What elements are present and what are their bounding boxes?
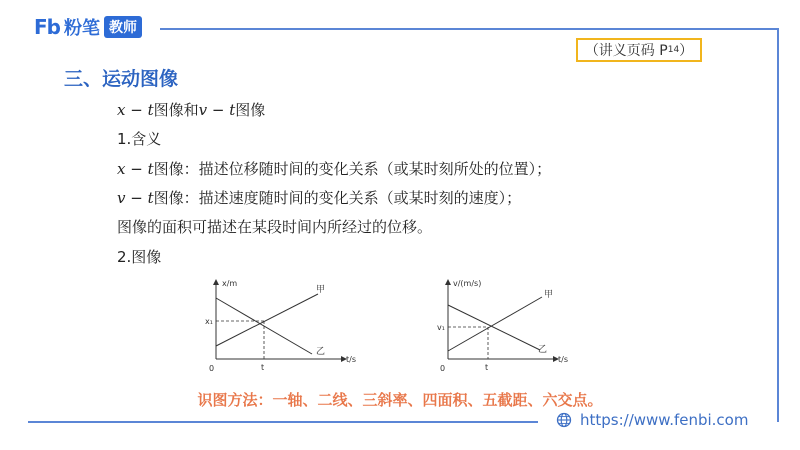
line-vt-meaning <box>117 187 521 208</box>
line-xt-meaning <box>117 158 551 179</box>
logo-name: 粉笔 <box>63 18 100 39</box>
page-ref-suffix: ） <box>679 43 694 59</box>
globe-icon <box>556 412 572 428</box>
minus: − <box>125 101 148 119</box>
xt-y-tick: x₁ <box>205 317 213 326</box>
var-t: t <box>147 101 154 119</box>
vt-graph <box>430 274 590 384</box>
xt-ylabel: x/m <box>222 279 238 288</box>
line-area-meaning: 图像的面积可描述在某段时间内所经过的位移。 <box>117 218 433 236</box>
footer-url[interactable] <box>556 411 748 429</box>
vt-label-jia: 甲 <box>544 290 554 300</box>
vt-xlabel: t/s <box>558 355 568 364</box>
section-title: 三、运动图像 <box>64 68 179 90</box>
brand-logo <box>34 14 142 40</box>
xt-origin: 0 <box>209 364 215 373</box>
var-x: x <box>117 101 126 119</box>
line-graph-types <box>117 99 265 120</box>
xt-line-jia <box>216 294 318 346</box>
xt-graph <box>200 274 360 384</box>
text: 图像：描述位移随时间的变化关系（或某时刻所处的位置）； <box>153 160 552 178</box>
vt-label-yi: 乙 <box>538 345 548 355</box>
xt-x-tick: t <box>261 363 265 372</box>
text: 图像和 <box>153 101 199 119</box>
var-t: t <box>147 160 154 178</box>
minus: − <box>207 101 230 119</box>
xt-xlabel: t/s <box>346 355 356 364</box>
footer-url-text[interactable]: https://www.fenbi.com <box>580 411 749 429</box>
handout-page-reference <box>576 38 702 62</box>
frame-top-border <box>160 28 778 30</box>
minus: − <box>125 189 148 207</box>
logo-mark: Fb <box>34 15 60 39</box>
vt-origin: 0 <box>440 364 446 373</box>
var-v: v <box>198 101 208 119</box>
page-ref-prefix: （讲义页码 P <box>584 43 668 59</box>
var-x: x <box>117 160 126 178</box>
minus: − <box>125 160 148 178</box>
vt-x-tick: t <box>485 363 489 372</box>
text: 图像：描述速度随时间的变化关系（或某时刻的速度）； <box>153 189 522 207</box>
logo-badge: 教师 <box>104 16 142 38</box>
line-graph-heading: 2.图像 <box>117 248 162 266</box>
line-meaning-heading: 1.含义 <box>117 130 162 148</box>
var-v: v <box>117 189 126 207</box>
graph-reading-method: 识图方法：一轴、二线、三斜率、四面积、五截距、六交点。 <box>197 391 603 409</box>
frame-bottom-border <box>28 421 538 423</box>
var-t: t <box>147 189 154 207</box>
page-ref-number: 14 <box>667 45 680 55</box>
xt-label-yi: 乙 <box>316 347 326 357</box>
vt-y-tick: v₁ <box>437 323 445 332</box>
var-t: t <box>229 101 236 119</box>
vt-ylabel: v/(m/s) <box>453 279 482 288</box>
xt-label-jia: 甲 <box>316 285 326 295</box>
vt-line-jia <box>448 297 542 351</box>
frame-right-border <box>777 28 779 422</box>
text: 图像 <box>235 101 266 119</box>
